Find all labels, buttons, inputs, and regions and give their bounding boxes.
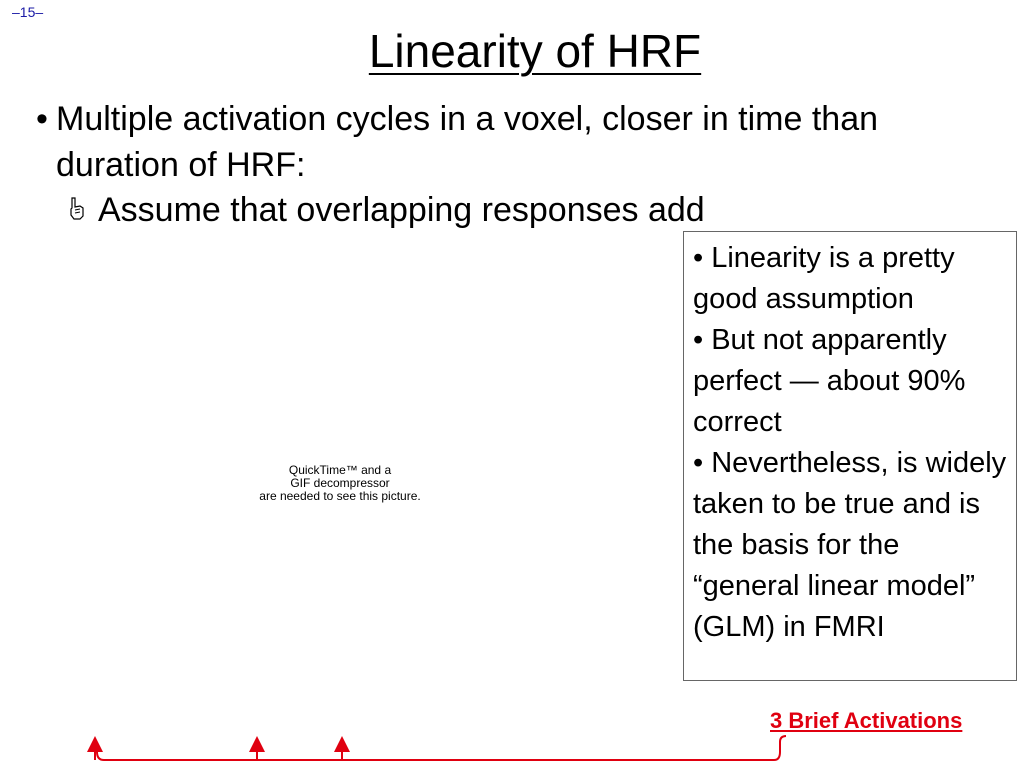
placeholder-line-1: QuickTime™ and a (288, 463, 392, 477)
bullet-dot-icon: • (36, 100, 48, 138)
slide-title: Linearity of HRF (368, 25, 702, 77)
activations-label: 3 Brief Activations (770, 708, 963, 733)
note-item: • But not apparently perfect — about 90% correct (693, 324, 966, 438)
note-item: • Nevertheless, is widely taken to be true and is the basis for the “general linear model” (GLM) in FMRI (693, 447, 1007, 643)
sub-bullet-text: Assume that overlapping responses add (98, 191, 705, 229)
bracket-line (97, 736, 786, 760)
note-item: • Linearity is a pretty good assumption (693, 242, 955, 315)
main-bullet-text: Multiple activation cycles in a voxel, closer in time than duration of HRF: (56, 100, 879, 184)
slide-number: –15– (12, 4, 44, 20)
placeholder-line-2: GIF decompressor (290, 476, 390, 490)
placeholder-line-3: are needed to see this picture. (259, 489, 421, 503)
